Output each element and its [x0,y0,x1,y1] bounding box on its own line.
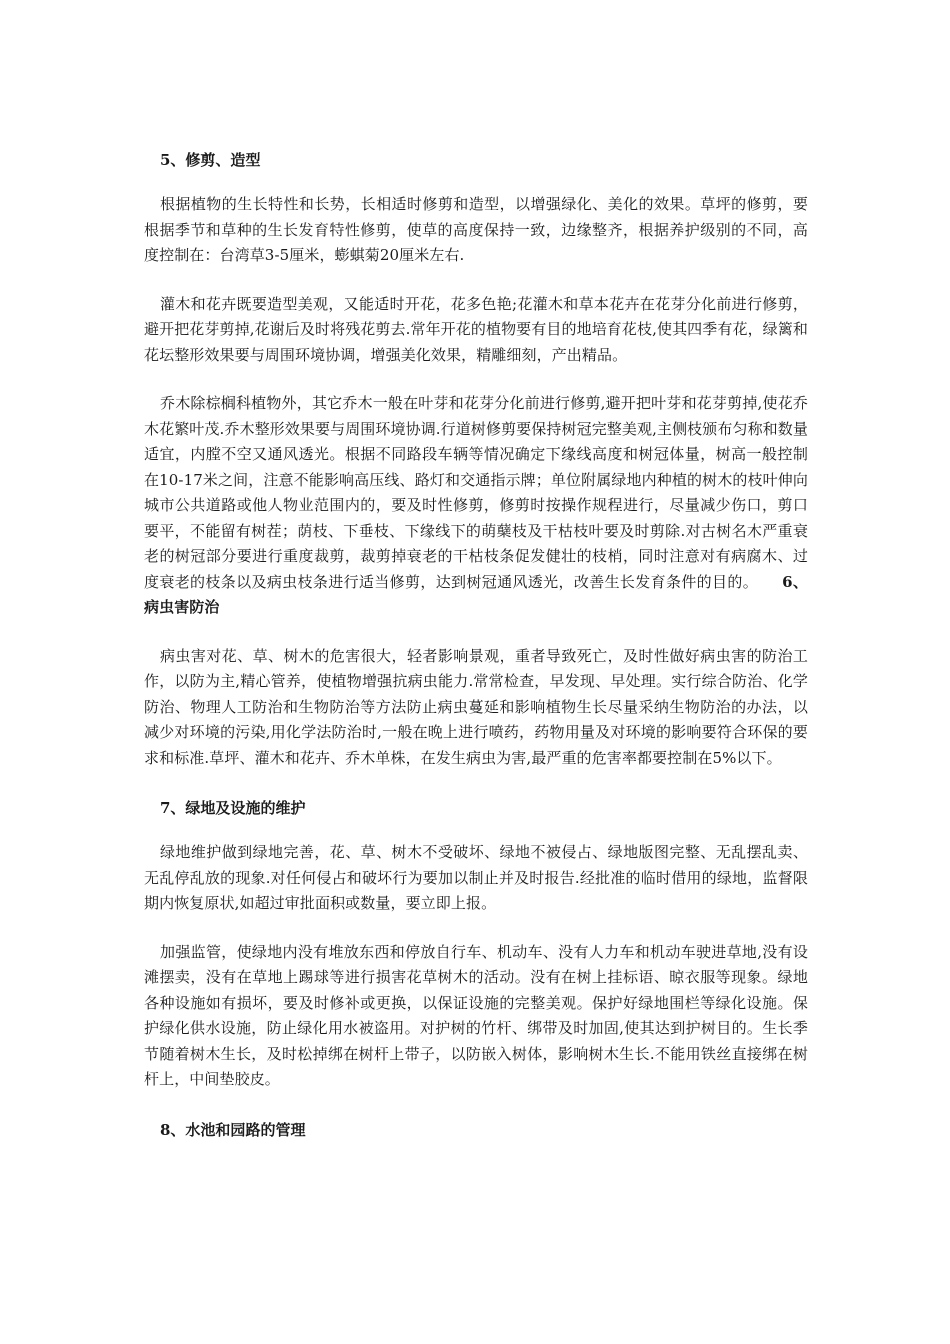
section-heading-pest-control: 6、病虫害防治 [144,572,808,616]
paragraph-tree-pruning-text: 乔木除棕榈科植物外，其它乔木一般在叶芽和花芽分化前进行修剪,避开把叶芽和花芽剪掉,使花乔木花繁叶茂.乔木整形效果要与周围环境协调.行道树修剪要保持树冠完整美观,主侧枝颁布匀称和数量适宜，内膛不空又通风透光。根据不同路段车辆等情况确定下缘线高度和树冠体量，树高一般控制在10-17米之间，注意不能影响高压线、路灯和交通指示牌；单位附属绿地内种植的树木的枝叶伸向城市公共道路或他人物业范围内的，要及时性修剪，修剪时按操作规程进行，尽量减少伤口，剪口要平，不能留有树茬；荫枝、下垂枝、下缘线下的萌蘖枝及干枯枝叶要及时剪除.对古树名木严重衰老的树冠部分要进行重度裁剪，裁剪掉衰老的干枯枝条促发健壮的枝梢，同时注意对有病腐木、过度衰老的枝条以及病虫枝条进行适当修剪，达到树冠通风透光，改善生长发育条件的目的。 [144,394,808,591]
paragraph-supervision: 加强监管，使绿地内没有堆放东西和停放自行车、机动车、没有人力车和机动车驶进草地,没有设滩摆卖，没有在草地上踢球等进行损害花草树木的活动。没有在树上挂标语、晾衣服等现象。绿地各种设施如有损坏，要及时修补或更换，以保证设施的完整美观。保护好绿地围栏等绿化设施。保护绿化供水设施，防止绿化用水被盗用。对护树的竹杆、绑带及时加固,使其达到护树目的。生长季节随着树木生长，及时松掉绑在树杆上带子，以防嵌入树体，影响树木生长.不能用铁丝直接绑在树杆上，中间垫胶皮。 [144,942,808,1088]
paragraph-lawn-pruning: 根据植物的生长特性和长势，长相适时修剪和造型，以增强绿化、美化的效果。草坪的修剪，要根据季节和草种的生长发育特性修剪，使草的高度保持一致，边缘整齐，根据养护级别的不同，高度控制在：台湾草3-5厘米，蟛蜞菊20厘米左右. [144,195,808,264]
paragraph-pest-control: 病虫害对花、草、树木的危害很大，轻者影响景观，重者导致死亡，及时性做好病虫害的防治工作，以防为主,精心管养，使植物增强抗病虫能力.常常检查，早发现、早处理。实行综合防治、化学防治、物理人工防治和生物防治等方法防止病虫蔓延和影响植物生长尽量采纳生物防治的办法，以减少对环境的污染,用化学法防治时,一般在晚上进行喷药，药物用量及对环境的影响要符合环保的要求和标准.草坪、灌木和花卉、乔木单株，在发生病虫为害,最严重的危害率都要控制在5%以下。 [144,646,808,767]
section-heading-pruning: 5、修剪、造型 [160,151,261,169]
paragraph-greenland-protection: 绿地维护做到绿地完善，花、草、树木不受破坏、绿地不被侵占、绿地版图完整、无乱摆乱卖、无乱停乱放的现象.对任何侵占和破坏行为要加以制止并及时报告.经批准的临时借用的绿地，监督限期内恢复原状,如超过审批面积或数量，要立即上报。 [144,843,808,912]
section-heading-greenland-maintenance: 7、绿地及设施的维护 [160,799,306,817]
paragraph-shrub-flower-pruning: 灌木和花卉既要造型美观，又能适时开花，花多色艳;花灌木和草本花卉在花芽分化前进行修剪，避开把花芽剪掉,花谢后及时将残花剪去.常年开花的植物要有目的地培育花枝,使其四季有花，绿篱和花坛整形效果要与周围环境协调，增强美化效果，精雕细刻，产出精品。 [144,294,808,364]
document-page [144,146,808,1162]
section-heading-pool-road: 8、水池和园路的管理 [160,1120,306,1139]
paragraph-tree-pruning [144,391,808,621]
